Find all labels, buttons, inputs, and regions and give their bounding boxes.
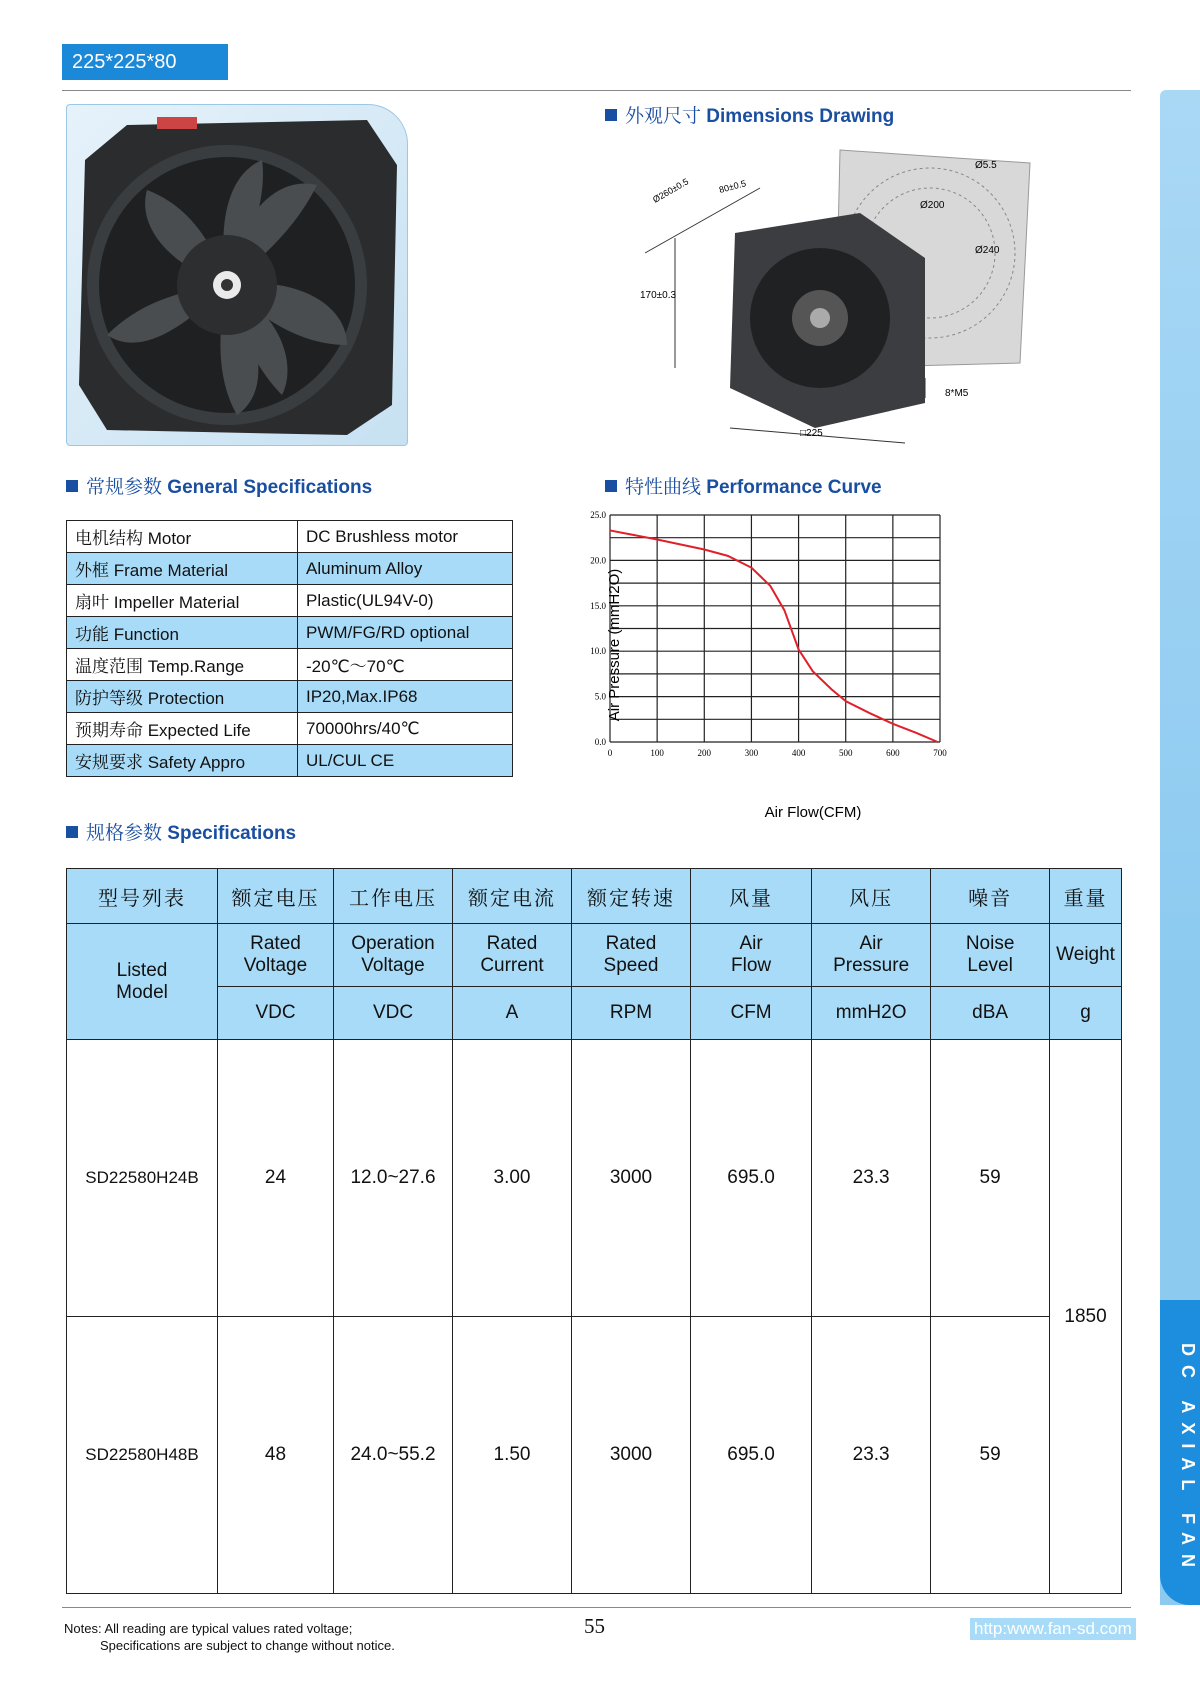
unit-cell: mmH2O xyxy=(812,987,931,1040)
dimensions-heading: 外观尺寸 Dimensions Drawing xyxy=(605,101,894,128)
header-cell: 风量 xyxy=(691,869,812,924)
header-cell: Rated Current xyxy=(453,924,572,987)
dim-label-m5: 8*M5 xyxy=(945,388,969,399)
y-tick-label: 25.0 xyxy=(590,510,606,520)
dimensions-svg xyxy=(600,138,1040,448)
table-row xyxy=(67,987,1122,1040)
performance-heading: 特性曲线 Performance Curve xyxy=(605,472,882,499)
website-link[interactable]: http:www.fan-sd.com xyxy=(970,1618,1136,1640)
data-cell: 3000 xyxy=(572,1040,691,1317)
data-cell: 3000 xyxy=(572,1317,691,1594)
product-photo xyxy=(66,104,408,446)
heading-square-icon xyxy=(66,480,78,492)
header-cell: 额定电流 xyxy=(453,869,572,924)
data-cell: 24 xyxy=(218,1040,334,1317)
dim-label-55: Ø5.5 xyxy=(975,160,997,171)
spec-value: -20℃～70℃ xyxy=(298,649,513,681)
fan-illustration xyxy=(67,105,407,445)
dim-label-170: 170±0.3 xyxy=(640,290,677,301)
data-cell: 12.0~27.6 xyxy=(334,1040,453,1317)
x-tick-label: 400 xyxy=(791,748,806,758)
spec-key: 预期寿命 Expected Life xyxy=(67,713,298,745)
data-cell: 23.3 xyxy=(812,1040,931,1317)
header-cell: 额定电压 xyxy=(218,869,334,924)
top-divider xyxy=(62,90,1131,91)
heading-square-icon xyxy=(66,826,78,838)
specifications-heading: 规格参数 Specifications xyxy=(66,818,296,845)
x-tick-label: 700 xyxy=(933,748,947,758)
unit-cell: VDC xyxy=(218,987,334,1040)
data-cell: 695.0 xyxy=(691,1317,812,1594)
spec-key: 功能 Function xyxy=(67,617,298,649)
side-tab-label: DC AXIAL FAN xyxy=(1178,1343,1198,1577)
y-axis-label: Air Pressure (mmH2O) xyxy=(606,568,623,722)
data-cell: 3.00 xyxy=(453,1040,572,1317)
spec-key: 外框 Frame Material xyxy=(67,553,298,585)
data-cell: 1.50 xyxy=(453,1317,572,1594)
y-tick-label: 0.0 xyxy=(594,737,606,747)
header-cell: Noise Level xyxy=(931,924,1050,987)
data-cell: 48 xyxy=(218,1317,334,1594)
spec-value: UL/CUL CE xyxy=(298,745,513,777)
footer-notes xyxy=(64,1620,395,1654)
note-line: Specifications are subject to change without notice. xyxy=(100,1638,395,1653)
heading-square-icon xyxy=(605,109,617,121)
size-badge: 225*225*80 xyxy=(62,44,228,80)
unit-cell: VDC xyxy=(334,987,453,1040)
header-cell: Air Flow xyxy=(691,924,812,987)
y-tick-label: 5.0 xyxy=(594,691,606,702)
performance-chart-svg xyxy=(590,505,1035,835)
header-cell: Weight xyxy=(1050,924,1122,987)
spec-value: DC Brushless motor xyxy=(298,521,513,553)
table-row xyxy=(67,869,1122,924)
spec-value: Plastic(UL94V-0) xyxy=(298,585,513,617)
table-row xyxy=(67,553,513,585)
header-cell: 工作电压 xyxy=(334,869,453,924)
x-axis-label: Air Flow(CFM) xyxy=(764,804,862,821)
table-row xyxy=(67,713,513,745)
spec-key: 温度范围 Temp.Range xyxy=(67,649,298,681)
header-cell: Rated Speed xyxy=(572,924,691,987)
heading-square-icon xyxy=(605,480,617,492)
table-row xyxy=(67,924,1122,987)
spec-value: Aluminum Alloy xyxy=(298,553,513,585)
performance-chart xyxy=(590,505,1035,835)
spec-key: 扇叶 Impeller Material xyxy=(67,585,298,617)
data-cell: 23.3 xyxy=(812,1317,931,1594)
table-row xyxy=(67,649,513,681)
data-cell: 24.0~55.2 xyxy=(334,1317,453,1594)
spec-key: 安规要求 Safety Appro xyxy=(67,745,298,777)
model-cell: SD22580H48B xyxy=(67,1317,218,1594)
header-cell: 噪音 xyxy=(931,869,1050,924)
spec-value: IP20,Max.IP68 xyxy=(298,681,513,713)
header-cell: 型号列表 xyxy=(67,869,218,924)
table-row xyxy=(67,617,513,649)
dimensions-drawing xyxy=(600,138,1040,448)
unit-cell: A xyxy=(453,987,572,1040)
x-tick-label: 0 xyxy=(607,748,613,758)
x-tick-label: 100 xyxy=(650,748,664,758)
spec-value: 70000hrs/40℃ xyxy=(298,713,513,745)
weight-cell: 1850 xyxy=(1050,1040,1122,1594)
general-specs-heading: 常规参数 General Specifications xyxy=(66,472,372,499)
dim-label-200: Ø200 xyxy=(920,200,945,211)
table-row xyxy=(67,681,513,713)
model-cell: SD22580H24B xyxy=(67,1040,218,1317)
header-cell: Air Pressure xyxy=(812,924,931,987)
spec-value: PWM/FG/RD optional xyxy=(298,617,513,649)
page-number: 55 xyxy=(584,1614,605,1638)
header-cell: Operation Voltage xyxy=(334,924,453,987)
table-row xyxy=(67,1317,1122,1594)
table-row xyxy=(67,585,513,617)
header-cell: Rated Voltage xyxy=(218,924,334,987)
x-tick-label: 200 xyxy=(697,748,712,758)
model-header-cell: Listed Model xyxy=(67,924,218,1040)
dim-label-80: 80±0.5 xyxy=(717,178,748,195)
header-cell: 额定转速 xyxy=(572,869,691,924)
spec-key: 防护等级 Protection xyxy=(67,681,298,713)
bottom-divider xyxy=(62,1607,1131,1608)
header-cell: 风压 xyxy=(812,869,931,924)
x-tick-label: 500 xyxy=(838,748,853,758)
spec-key: 电机结构 Motor xyxy=(67,521,298,553)
table-row xyxy=(67,1040,1122,1317)
plot-area xyxy=(590,510,947,758)
data-cell: 59 xyxy=(931,1040,1050,1317)
x-tick-label: 600 xyxy=(886,748,900,758)
y-tick-label: 15.0 xyxy=(590,600,606,611)
x-tick-label: 300 xyxy=(744,748,759,758)
unit-cell: g xyxy=(1050,987,1122,1040)
specifications-table xyxy=(66,868,1122,1594)
general-specs-table xyxy=(66,520,513,777)
unit-cell: RPM xyxy=(572,987,691,1040)
data-cell: 695.0 xyxy=(691,1040,812,1317)
note-line: Notes: All reading are typical values rated voltage; xyxy=(64,1621,353,1636)
unit-cell: CFM xyxy=(691,987,812,1040)
table-row xyxy=(67,521,513,553)
dim-label-260: Ø260±0.5 xyxy=(651,176,691,205)
table-row xyxy=(67,745,513,777)
dim-label-225: □225 xyxy=(800,428,823,439)
data-cell: 59 xyxy=(931,1317,1050,1594)
series-line xyxy=(610,530,938,742)
unit-cell: dBA xyxy=(931,987,1050,1040)
header-cell: 重量 xyxy=(1050,869,1122,924)
dim-label-240: Ø240 xyxy=(975,245,1000,256)
y-tick-label: 20.0 xyxy=(590,555,606,566)
y-tick-label: 10.0 xyxy=(590,646,606,657)
